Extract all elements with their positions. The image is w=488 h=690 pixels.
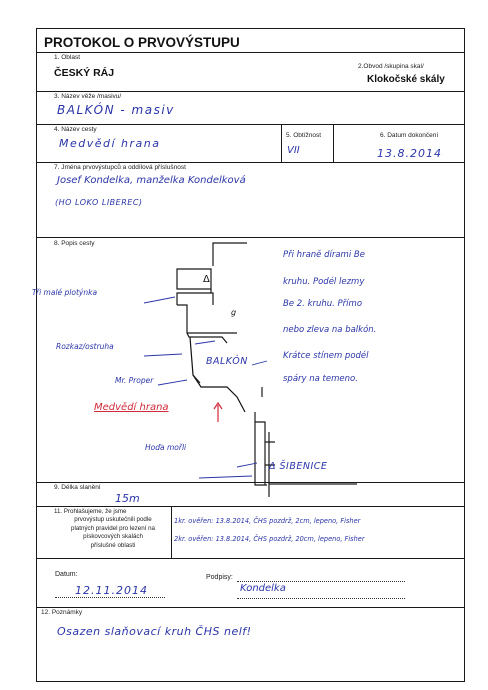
sketch-label-hoda: Hoďa mořli [145,443,187,452]
field-6-label: 6. Datum dokončení [380,132,439,139]
field-11-label [54,508,172,550]
date-label: Datum: [55,571,78,578]
sibenice-label: Δ ŠIBENICE [269,461,328,472]
field-7-line2: (HO LOKO LIBEREC) [55,198,143,207]
field-6-value: 13.8.2014 [377,147,442,160]
field-4-label: 4. Název cesty [54,126,97,133]
field-1-value: ČESKÝ RÁJ [54,67,115,79]
sketch-label-route-name: Medvědí hrana [94,402,169,413]
protocol-form [32,28,465,682]
field-2-label: 2.Obvod /skupina skal/ [358,63,424,70]
field-8-label: 8. Popis cesty [54,240,95,247]
block-g-label: g [231,308,237,317]
field-5-value: VII [287,145,300,156]
date-value: 12.11.2014 [75,584,148,597]
route-desc-line-4: nebo zleva na balkón. [283,325,377,335]
balkon-label: BALKÓN [206,356,248,367]
route-desc-line-6: spáry na temeno. [283,374,358,384]
field-12-value: Osazen slaňovací kruh ČHS nelf! [57,625,252,638]
signatures-label: Podpisy: [206,574,233,581]
route-sketch [37,237,466,497]
field-11-label-line: platných pravidel pro lezení na [71,524,155,532]
block-triangle-label: Δ [203,274,210,285]
route-desc-line-3: Be 2. kruhu. Přímo [283,299,363,309]
field-11-label-line: prvovýstup uskutečnili podle [74,516,152,524]
field-4-value: Medvědí hrana [59,137,161,150]
divider [37,52,465,53]
field-11-label-line: příslušné oblasti [90,541,136,549]
route-desc-line-2: kruhu. Podél lezmy [283,277,365,287]
field-3-value: BALKÓN - masiv [57,103,175,117]
field-12-label: 12. Poznámky [41,609,83,616]
field-9-label: 9. Délka slanění [54,484,101,491]
field-7-line1: Josef Kondelka, manželka Kondelková [57,175,246,186]
field-11-label-line: pískovcových skalách [83,533,143,541]
signature: Kondelka [240,583,286,594]
field-11-line1: 1kr. ověřen: 13.8.2014, ČHS pozdrž, 2cm, lepeno, Fisher [174,517,361,525]
field-11-line2: 2kr. ověřen: 13.8.2014, ČHS pozdrž, 20cm, lepeno, Fisher [174,535,365,543]
sketch-label-plotynka: Tři malé plotýnka [32,288,98,297]
field-3-label: 3. Název věže /masivu/ [54,93,122,100]
route-desc-line-5: Krátce stínem podél [283,351,369,361]
field-11-label-line: 11. Prohlašujeme, že jsme [54,508,127,515]
form-title: PROTOKOL O PRVOVÝSTUPU [44,35,240,50]
field-1-label: 1. Oblast [54,54,81,61]
sketch-label-mr-proper: Mr. Proper [115,376,154,385]
field-2-value: Klokočské skály [367,74,445,85]
sketch-label-ostruha: Rozkaz/ostruha [56,342,114,351]
field-9-value: 15m [115,492,140,505]
field-7-label: 7. Jména prvovýstupců a oddílová příslušnost [54,164,186,171]
route-desc-line-1: Při hraně dírami Be [283,250,365,260]
field-5-label: 5. Obtížnost [286,132,322,139]
